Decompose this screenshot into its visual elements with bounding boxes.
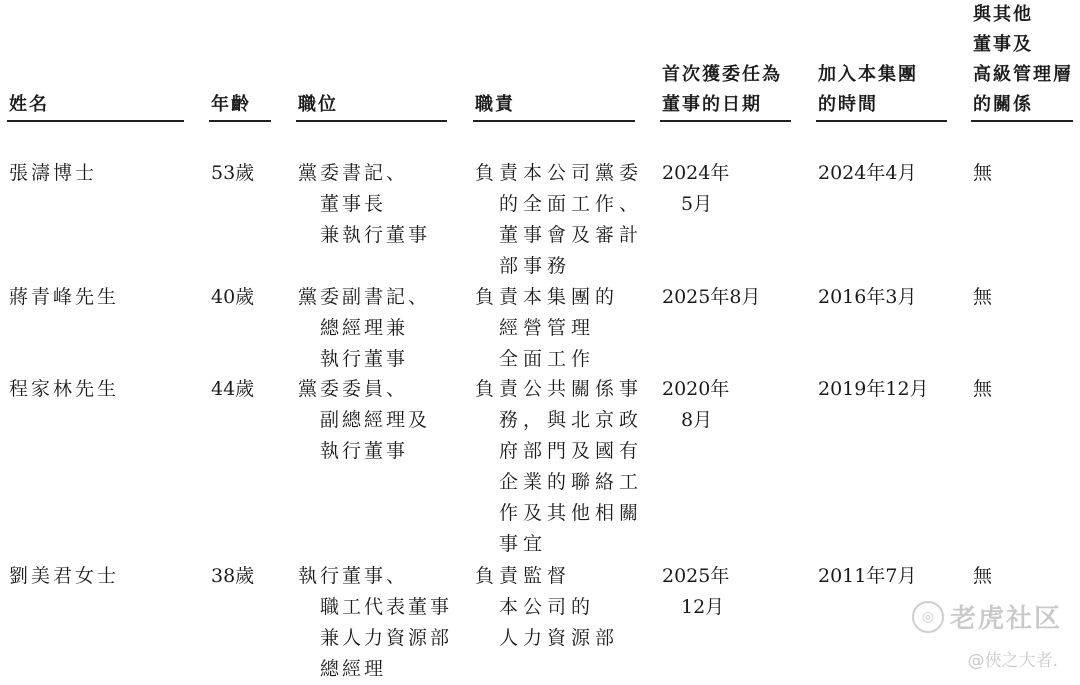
table-row-3-duties: 負責公共關係事 務，與北京政 府部門及國有 企業的聯絡工 作及其他相關 事宜	[475, 378, 644, 555]
table-row-3-name: 程家林先生	[9, 378, 120, 400]
table-row-4-age: 38歲	[211, 565, 255, 587]
table-row-4-joined: 2011年7月	[818, 565, 917, 587]
header-rule-relationship	[971, 120, 1073, 122]
header-name: 姓名	[9, 94, 49, 115]
table-row-3-position: 黨委委員、 副總經理及 執行董事	[298, 378, 431, 462]
table-row-2-age: 40歲	[211, 286, 255, 308]
table-row-2-relationship: 無	[973, 286, 996, 308]
table-row-1-position: 黨委書記、 董事長 兼執行董事	[298, 162, 431, 246]
header-rule-joined	[816, 120, 947, 122]
table-row-3-joined: 2019年12月	[818, 378, 929, 400]
table-row-2-position: 黨委副書記、 總經理兼 執行董事	[298, 286, 431, 370]
header-relationship: 與其他 董事及 高級管理層 的關係	[973, 4, 1073, 115]
table-row-4-relationship: 無	[973, 565, 996, 587]
header-appointed-date: 首次獲委任為 董事的日期	[662, 64, 782, 115]
header-rule-name	[7, 120, 184, 122]
table-row-4-position: 執行董事、 職工代表董事 兼人力資源部 總經理	[298, 565, 453, 680]
header-duties: 職責	[475, 94, 515, 115]
table-row-1-appointed: 2024年 5月	[662, 162, 730, 215]
header-rule-age	[209, 120, 271, 122]
table-row-3-appointed: 2020年 8月	[662, 378, 730, 431]
table-row-2-name: 蔣青峰先生	[9, 286, 120, 308]
tiger-logo-icon: ◎	[912, 601, 944, 633]
header-position: 職位	[298, 94, 338, 115]
table-row-3-age: 44歲	[211, 378, 255, 400]
watermark-name: 老虎社区	[949, 604, 1062, 634]
table-row-2-duties: 負責本集團的 經營管理 全面工作	[475, 286, 620, 370]
table-row-4-name: 劉美君女士	[9, 565, 120, 587]
header-rule-position	[296, 120, 447, 122]
watermark-handle: @俠之大者.	[967, 651, 1058, 671]
table-row-1-joined: 2024年4月	[818, 162, 917, 184]
table-row-1-age: 53歲	[211, 162, 255, 184]
table-row-1-duties: 負責本公司黨委 的全面工作、 董事會及審計 部事務	[475, 162, 644, 277]
table-row-4-appointed: 2025年 12月	[662, 565, 730, 618]
table-row-2-appointed: 2025年8月	[662, 286, 761, 308]
table-row-2-joined: 2016年3月	[818, 286, 917, 308]
header-joined-date: 加入本集團 的時間	[818, 64, 918, 115]
watermark	[912, 598, 1062, 635]
table-row-1-name: 張濤博士	[9, 162, 98, 184]
table-row-3-relationship: 無	[973, 378, 996, 400]
table-row-1-relationship: 無	[973, 162, 996, 184]
table-row-4-duties: 負責監督 本公司的 人力資源部	[475, 565, 620, 649]
header-rule-appointed	[660, 120, 791, 122]
header-rule-duties	[473, 120, 635, 122]
header-age: 年齡	[211, 94, 251, 115]
